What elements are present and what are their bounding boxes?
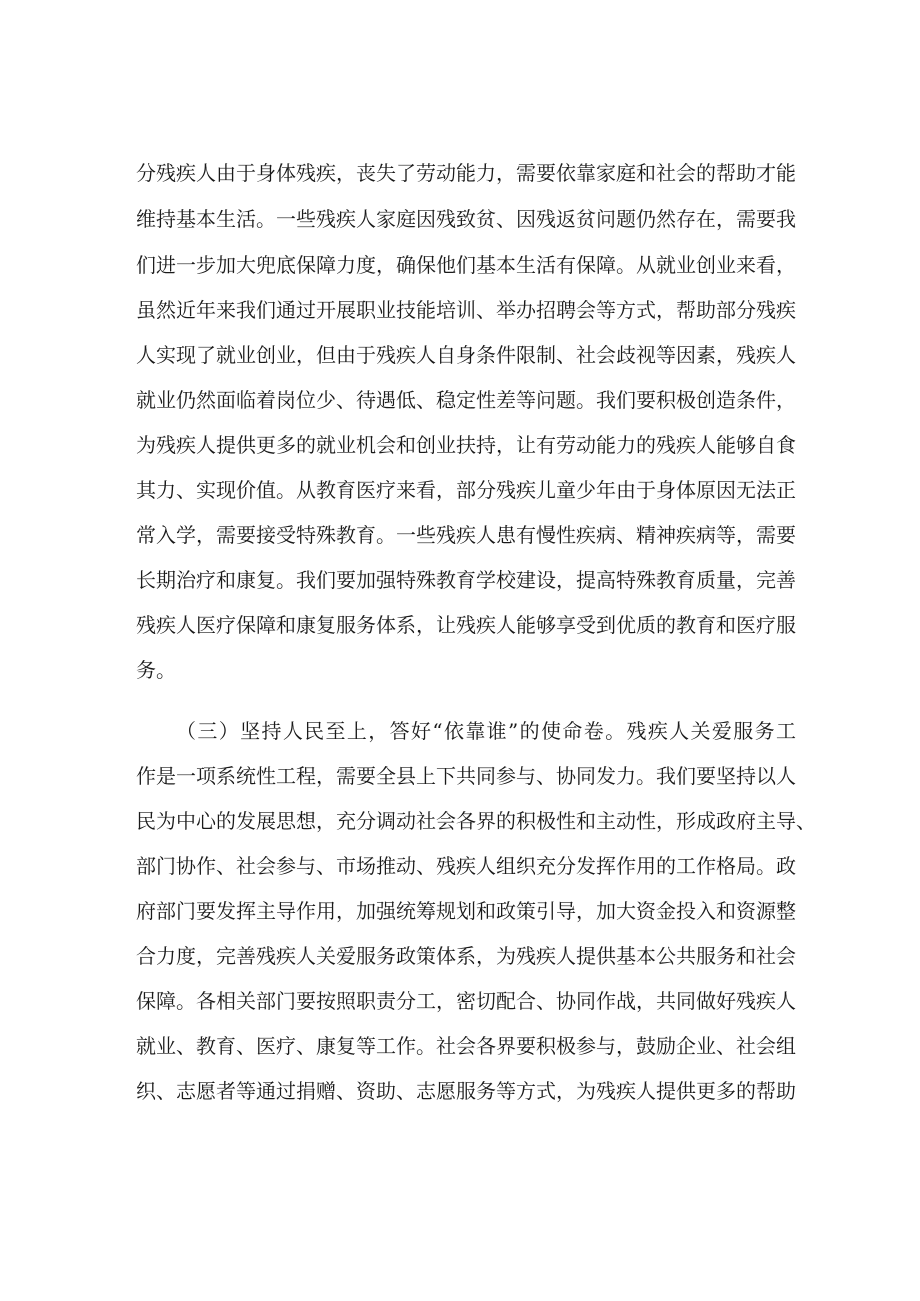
text-line: 常入学，需要接受特殊教育。一些残疾人患有慢性疾病、精神疾病等，需要 [136, 523, 796, 547]
text-line: 就业、教育、医疗、康复等工作。社会各界要积极参与，鼓励企业、社会组 [136, 1034, 796, 1058]
text-line: 保障。各相关部门要按照职责分工，密切配合、协同作战，共同做好残疾人 [136, 989, 796, 1013]
text-line: 分残疾人由于身体残疾，丧失了劳动能力，需要依靠家庭和社会的帮助才能 [136, 161, 796, 185]
text-line: 就业仍然面临着岗位少、待遇低、稳定性差等问题。我们要积极创造条件， [136, 388, 796, 412]
text-line: 务。 [136, 658, 176, 682]
text-line: 合力度，完善残疾人关爱服务政策体系，为残疾人提供基本公共服务和社会 [136, 944, 796, 968]
text-line: 其力、实现价值。从教育医疗来看，部分残疾儿童少年由于身体原因无法正 [136, 478, 796, 502]
text-line: 残疾人医疗保障和康复服务体系，让残疾人能够享受到优质的教育和医疗服 [136, 613, 796, 637]
section-heading-line: （三）坚持人民至上，答好“依靠谁”的使命卷。残疾人关爱服务工 [176, 719, 796, 743]
text-line: 长期治疗和康复。我们要加强特殊教育学校建设，提高特殊教育质量，完善 [136, 568, 796, 592]
text-line: 民为中心的发展思想，充分调动社会各界的积极性和主动性，形成政府主导、 [136, 809, 816, 833]
text-line: 织、志愿者等通过捐赠、资助、志愿服务等方式，为残疾人提供更多的帮助 [136, 1079, 796, 1103]
text-line: 们进一步加大兜底保障力度，确保他们基本生活有保障。从就业创业来看， [136, 253, 796, 277]
text-line: 作是一项系统性工程，需要全县上下共同参与、协同发力。我们要坚持以人 [136, 764, 796, 788]
text-line: 府部门要发挥主导作用，加强统筹规划和政策引导，加大资金投入和资源整 [136, 899, 796, 923]
text-line: 人实现了就业创业，但由于残疾人自身条件限制、社会歧视等因素，残疾人 [136, 343, 796, 367]
text-line: 部门协作、社会参与、市场推动、残疾人组织充分发挥作用的工作格局。政 [136, 854, 796, 878]
text-line: 为残疾人提供更多的就业机会和创业扶持，让有劳动能力的残疾人能够自食 [136, 433, 796, 457]
text-line: 维持基本生活。一些残疾人家庭因残致贫、因残返贫问题仍然存在，需要我 [136, 207, 796, 231]
text-line: 虽然近年来我们通过开展职业技能培训、举办招聘会等方式，帮助部分残疾 [136, 298, 796, 322]
